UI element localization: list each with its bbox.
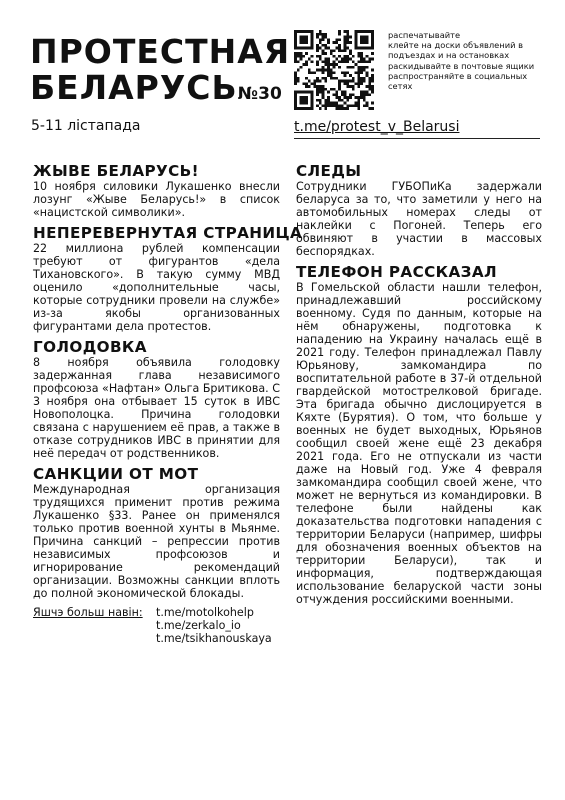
news-link[interactable]: t.me/motolkohelp [156, 606, 254, 619]
left-column [33, 162, 303, 645]
article-phone-told [296, 263, 542, 606]
instructions [388, 30, 538, 91]
article-unturned-page [33, 224, 303, 333]
article-text: 10 ноября силовики Лукашенко внесли лозунг «Жыве Беларусь!» в список «нацистской символики». [33, 180, 280, 219]
instruction-item: раскидывайте в почтовые ящики [388, 60, 535, 71]
news-link[interactable]: t.me/zerkalo_io [156, 619, 241, 632]
article-text: Сотрудники ГУБОПиКа задержали беларуса за то, что заметили у него на автомобильных номерах следы от наклейки с Погоней. Теперь его обвиняют в участии в массовых беспорядках. [296, 180, 542, 258]
masthead [30, 34, 290, 112]
title-line-2 [30, 70, 290, 112]
article-traces [296, 162, 542, 258]
article-ilo-sanctions [33, 465, 280, 600]
qr-code-image [294, 30, 374, 110]
news-link[interactable]: t.me/tsikhanouskaya [156, 632, 272, 645]
article-text: Международная организация трудящихся применит против режима Лукашенко §33. Ранее он применялся только против военной хунты в Мьянме. Причина санкций – репрессии против независимых профсоюзов и игнорирование рекомендаций организации. Возможны санкции вплоть до полной экономической блокады. [33, 483, 280, 600]
article-text: В Гомельской области нашли телефон, принадлежавший российскому военному. Судя по данным, которые на нём обнаружены, подготовка к нападению на Украину началась ещё в 2021 году. Телефон принадлежал Павлу Юрьянову, замкомандира по воспитательной работе в 37-й отдельной гвардейской мотострелковой бригаде. Эта бригада обычно дислоцируется в Кяхте (Бурятия). О том, что больше у военных не будет выходных, Юрьянов сообщил своей жене ещё 23 декабря 2021 года. Его не отпускали из части даже на Новый год. Уже 4 февраля замкомандира сообщил своей жене, что может не вернуться из командировки. В телефоне были найдены как доказательства подготовки нападения с территории Беларуси (например, шифры для обозначения военных объектов на территории Беларуси), так и информация, подтверждающая использование беларуской части зоны отчуждения российскими военными. [296, 281, 542, 606]
article-heading: СЛЕДЫ [296, 162, 362, 180]
issue-date: 5-11 лістапада [31, 118, 141, 134]
article-heading: ГОЛОДОВКА [33, 338, 147, 356]
article-heading: ТЕЛЕФОН РАССКАЗАЛ [296, 263, 497, 281]
right-column [296, 162, 542, 611]
qr-code [294, 30, 374, 110]
issue-number: №30 [237, 84, 282, 104]
more-news-label: Яшчэ больш навін: [33, 606, 143, 619]
article-text: 8 ноября объявила голодовку задержанная глава независимого профсоюза «Нафтан» Ольга Бритикова. С 3 ноября она отбывает 15 суток в ИВС Новополоцка. Причина голодовки связана с нарушением её прав, а также в отказе сотрудников ИВС в принятии для неё передач от родственников. [33, 356, 280, 460]
header-divider [294, 138, 540, 139]
article-hunger-strike [33, 338, 280, 460]
qr-modules [294, 30, 374, 110]
article-heading: НЕПЕРЕВЕРНУТАЯ СТРАНИЦА [33, 224, 303, 242]
title-line-2-text: БЕЛАРУСЬ [30, 68, 238, 107]
masthead-title [30, 34, 290, 112]
article-text: 22 миллиона рублей компенсации требуют от фигурантов «дела Тихановского». В такую сумму МВД оценило «дополнительные часы, которые сотрудники провели на службе» из-за якобы организованных фигурантами дела протестов. [33, 242, 280, 333]
instruction-item: распространяйте в социальных сетях [388, 70, 528, 92]
title-line-1: ПРОТЕСТНАЯ [30, 32, 291, 71]
more-news [33, 606, 280, 645]
instruction-item: распечатывайте [388, 30, 461, 40]
instruction-item: клейте на доски объявлений в подъездах и на остановках [388, 40, 524, 61]
article-heading: ЖЫВЕ БЕЛАРУСЬ! [33, 162, 199, 180]
more-news-links [156, 606, 272, 645]
article-zhyve-belarus [33, 162, 280, 219]
channel-link[interactable]: t.me/protest_v_Belarusi [294, 119, 460, 135]
article-heading: САНКЦИИ ОТ МОТ [33, 465, 199, 483]
